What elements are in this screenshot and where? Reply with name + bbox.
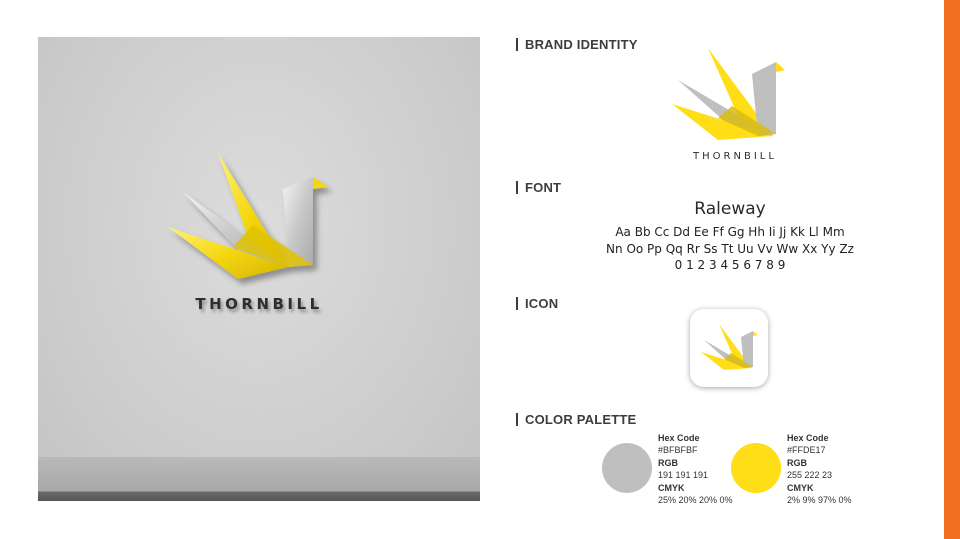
section-icon xyxy=(516,296,558,311)
section-title: BRAND IDENTITY xyxy=(525,37,638,52)
font-specimen-line-2: Nn Oo Pp Qq Rr Ss Tt Uu Vv Ww Xx Yy Zz xyxy=(606,242,854,256)
color-info-yellow xyxy=(787,433,852,506)
font-name: Raleway xyxy=(694,199,766,219)
section-font xyxy=(516,180,561,195)
font-specimen-digits: 0 1 2 3 4 5 6 7 8 9 xyxy=(674,258,786,272)
rgb-value: 191 191 191 xyxy=(658,469,709,480)
bird-logo-icon xyxy=(668,44,788,144)
hex-label: Hex Code xyxy=(658,433,700,443)
cmyk-label: CMYK xyxy=(658,483,685,493)
section-brand-identity xyxy=(516,37,638,52)
section-marker xyxy=(516,38,518,51)
bird-app-icon xyxy=(699,321,759,373)
wall-mockup-image xyxy=(38,37,480,501)
cmyk-value: 2% 9% 97% 0% xyxy=(787,494,852,505)
section-title: FONT xyxy=(525,180,562,195)
hex-value: #FFDE17 xyxy=(787,444,826,455)
brand-name: THORNBILL xyxy=(693,151,777,162)
color-swatch-gray xyxy=(602,443,652,493)
section-color-palette xyxy=(516,412,636,427)
mockup-brand-name: THORNBILL xyxy=(195,295,323,313)
section-marker xyxy=(516,413,518,426)
section-marker xyxy=(516,181,518,194)
section-title: ICON xyxy=(525,296,559,311)
section-title: COLOR PALETTE xyxy=(525,412,637,427)
bird-logo-3d-icon xyxy=(163,147,363,297)
cmyk-value: 25% 20% 20% 0% xyxy=(658,494,733,505)
color-info-gray xyxy=(658,433,733,506)
cmyk-label: CMYK xyxy=(787,483,814,493)
rgb-label: RGB xyxy=(787,458,807,468)
hex-value: #BFBFBF xyxy=(658,444,698,455)
color-swatch-yellow xyxy=(731,443,781,493)
rgb-value: 255 222 23 xyxy=(787,469,833,480)
accent-bar xyxy=(944,0,960,539)
font-specimen-line-1: Aa Bb Cc Dd Ee Ff Gg Hh Ii Jj Kk Ll Mm xyxy=(615,225,845,239)
app-icon xyxy=(690,309,768,387)
section-marker xyxy=(516,297,518,310)
hex-label: Hex Code xyxy=(787,433,829,443)
rgb-label: RGB xyxy=(658,458,678,468)
floor xyxy=(38,457,480,501)
